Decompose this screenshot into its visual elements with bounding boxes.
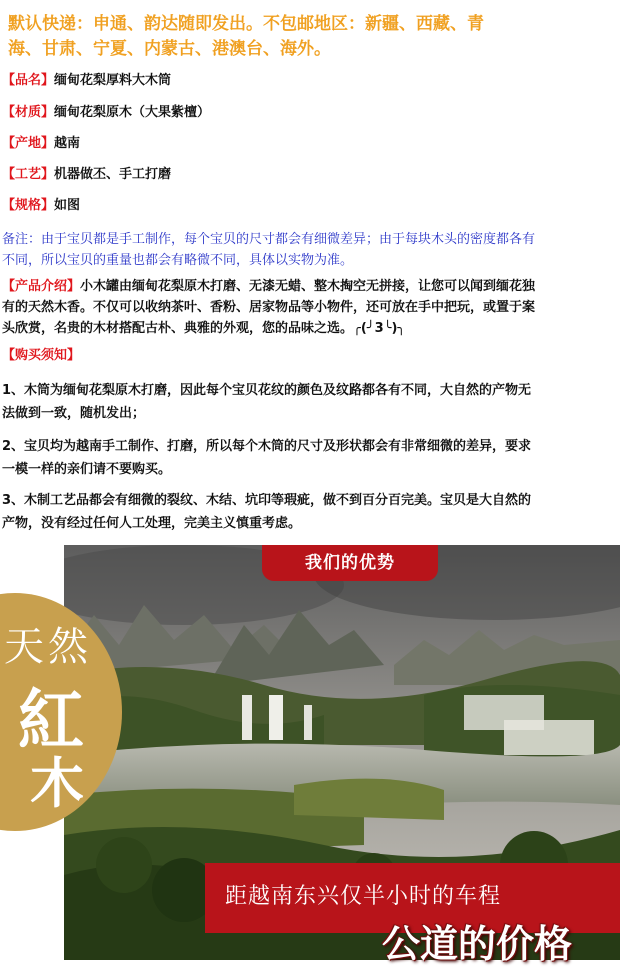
advantage-section: [0, 545, 620, 966]
product-intro: 【产品介绍】小木罐由缅甸花梨原木打磨、无漆无蜡、整木掏空无拼接，让您可以闻到缅花独 有的天然木香。不仅可以收纳茶叶、香粉、居家物品等小物件，还可放在手中把玩，或置于案 头欣赏，名贵的木材搭配古朴、典雅的外观，您的品味之选。╭(╯3╰)╮: [2, 279, 536, 336]
shipping-notice: [8, 12, 608, 62]
circle-text-hong: 紅: [18, 681, 84, 759]
remark-note: 备注：由于宝贝都是手工制作，每个宝贝的尺寸都会有细微差异；由于每块木头的密度都各有 不同，所以宝贝的重量也都会有略微不同，具体以实物为准。: [2, 232, 536, 268]
circle-text-mu: 木: [30, 751, 84, 815]
spec-material: 【材质】缅甸花梨原木（大果紫檀）: [2, 105, 211, 120]
distance-banner-text: 距越南东兴仅半小时的车程: [225, 884, 502, 909]
spec-size: 【规格】如图: [2, 198, 81, 213]
shipping-line-2: 海、甘肃、宁夏、内蒙古、港澳台、海外。: [8, 39, 331, 59]
spec-origin: 【产地】越南: [2, 136, 81, 151]
purchase-notice-heading: 【购买须知】: [2, 348, 81, 363]
spec-name: 【品名】缅甸花梨厚料大木筒: [2, 73, 172, 88]
notice-item-1: 1、木筒为缅甸花梨原木打磨，因此每个宝贝花纹的颜色及纹路都各有不同，大自然的产物无 法做到一致，随机发出；: [2, 383, 532, 421]
spec-craft: 【工艺】机器做丕、手工打磨: [2, 167, 172, 182]
notice-item-2: 2、宝贝均为越南手工制作、打磨，所以每个木筒的尺寸及形状都会有非常细微的差异，要求 一模一样的亲们请不要购买。: [2, 439, 532, 477]
notice-item-3: 3、木制工艺品都会有细微的裂纹、木结、坑印等瑕疵，做不到百分百完美。宝贝是大自然的 产物，没有经过任何人工处理，完美主义慎重考虑。: [2, 493, 532, 531]
fair-price-title: 公道的价格: [382, 921, 573, 966]
shipping-line-1: 默认快递：申通、韵达随即发出。不包邮地区：新疆、西藏、青: [8, 14, 484, 34]
circle-text-tianran: 天然: [4, 624, 92, 670]
advantage-badge: 我们的优势: [262, 545, 438, 581]
